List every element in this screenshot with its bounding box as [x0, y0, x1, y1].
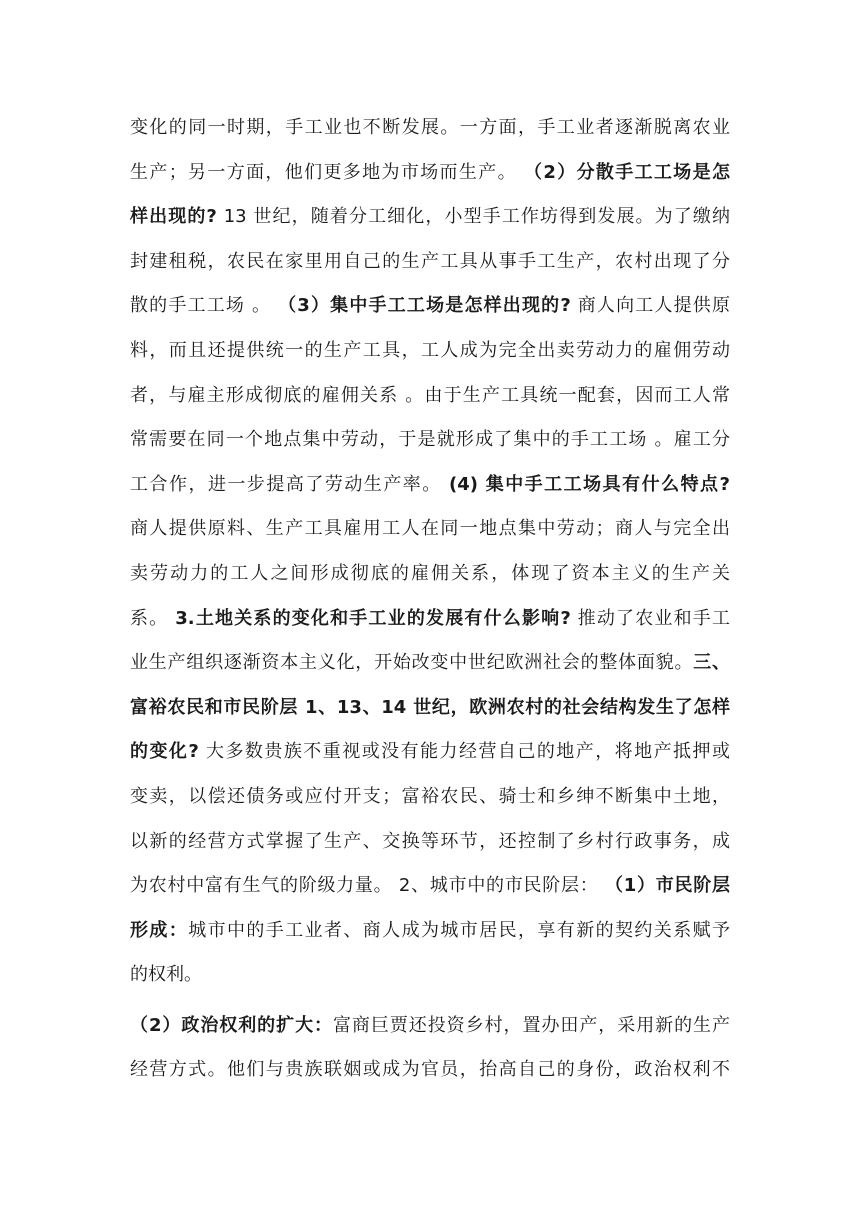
- text-segment: 封建租税，农民在家里用自己的生产工具从事手工生产，农村出现了分: [130, 250, 730, 272]
- text-segment: 推动了农业和手工: [570, 607, 730, 629]
- text-segment: 变卖，以偿还债务或应付开支；富裕农民、骑士和乡绅不断集中土地，: [130, 785, 730, 807]
- text-segment: 为农村中富有生气的阶级力量。 2、城市中的市民阶层：: [130, 875, 605, 897]
- text-segment: 城市中的手工业者、商人成为城市居民，享有新的契约关系赋予: [188, 919, 731, 941]
- text-line: [130, 240, 730, 285]
- text-segment: 变化的同一时期，手工业也不断发展。一方面，手工业者逐渐脱离农业: [130, 117, 730, 138]
- text-line: [130, 552, 730, 597]
- text-segment: 商人提供原料、生产工具雇用工人在同一地点集中劳动；商人与完全出: [130, 518, 730, 540]
- text-line: [130, 820, 730, 865]
- text-line: [130, 730, 730, 775]
- text-line: [130, 909, 730, 954]
- text-line: [130, 106, 730, 151]
- bold-text-segment: 富裕农民和市民阶层 1、13、14 世纪，欧洲农村的社会结构发生了怎样: [130, 696, 730, 718]
- text-line: [130, 195, 730, 240]
- text-segment: 系。: [130, 607, 176, 629]
- text-segment: 业生产组织逐渐资本主义化，开始改变中世纪欧洲社会的整体面貌。: [130, 652, 694, 674]
- bold-text-segment: 形成：: [130, 919, 189, 941]
- bold-text-segment: （2）分散手工工场是怎: [524, 161, 730, 183]
- text-segment: 富商巨贾还投资乡村，置办田产，采用新的生产: [332, 1014, 730, 1036]
- text-segment: 以新的经营方式掌握了生产、交换等环节，还控制了乡村行政事务，成: [130, 830, 730, 852]
- bold-text-segment: 三、: [693, 652, 731, 674]
- text-segment: 的权利。: [130, 964, 202, 986]
- text-line: [130, 1004, 730, 1049]
- text-segment: 散的手工工场 。: [130, 295, 279, 317]
- text-segment: 生产；另一方面，他们更多地为市场而生产。: [130, 161, 524, 183]
- text-segment: 卖劳动力的工人之间形成彻底的雇佣关系，体现了资本主义的生产关: [130, 562, 730, 584]
- text-segment: 常需要在同一个地点集中劳动，于是就形成了集中的手工工场 。雇工分: [130, 429, 730, 451]
- bold-text-segment: 3.土地关系的变化和手工业的发展有什么影响?: [175, 607, 571, 629]
- text-line: [130, 463, 730, 508]
- bold-text-segment: 样出现的?: [130, 206, 217, 228]
- bold-text-segment: （2）政治权利的扩大：: [130, 1014, 333, 1036]
- text-line: [130, 151, 730, 196]
- text-line: [130, 641, 730, 686]
- text-segment: 经营方式。他们与贵族联姻或成为官员，抬高自己的身份，政治权利不: [130, 1059, 730, 1081]
- text-segment: 工合作，进一步提高了劳动生产率。: [130, 473, 449, 495]
- bold-text-segment: （3）集中手工工场是怎样出现的?: [278, 295, 571, 317]
- text-line: [130, 418, 730, 463]
- text-line: [130, 1048, 730, 1093]
- text-line: [130, 284, 730, 329]
- text-segment: 者，与雇主形成彻底的雇佣关系 。由于生产工具统一配套，因而工人常: [130, 384, 730, 406]
- bold-text-segment: 的变化?: [130, 741, 199, 763]
- text-segment: 13 世纪，随着分工细化，小型手工作坊得到发展。为了缴纳: [216, 206, 730, 228]
- text-line: [130, 953, 730, 998]
- text-line: [130, 507, 730, 552]
- bold-text-segment: (4) 集中手工工场具有什么特点?: [448, 473, 730, 495]
- bold-text-segment: （1）市民阶层: [605, 875, 730, 897]
- text-segment: 料，而且还提供统一的生产工具，工人成为完全出卖劳动力的雇佣劳动: [130, 339, 730, 361]
- text-line: [130, 775, 730, 820]
- text-segment: 商人向工人提供原: [570, 295, 730, 317]
- text-line: [130, 374, 730, 419]
- text-line: [130, 864, 730, 909]
- text-line: [130, 686, 730, 731]
- document-page: [130, 106, 730, 1093]
- text-line: [130, 597, 730, 642]
- text-line: [130, 329, 730, 374]
- text-segment: 大多数贵族不重视或没有能力经营自己的地产，将地产抵押或: [198, 741, 730, 763]
